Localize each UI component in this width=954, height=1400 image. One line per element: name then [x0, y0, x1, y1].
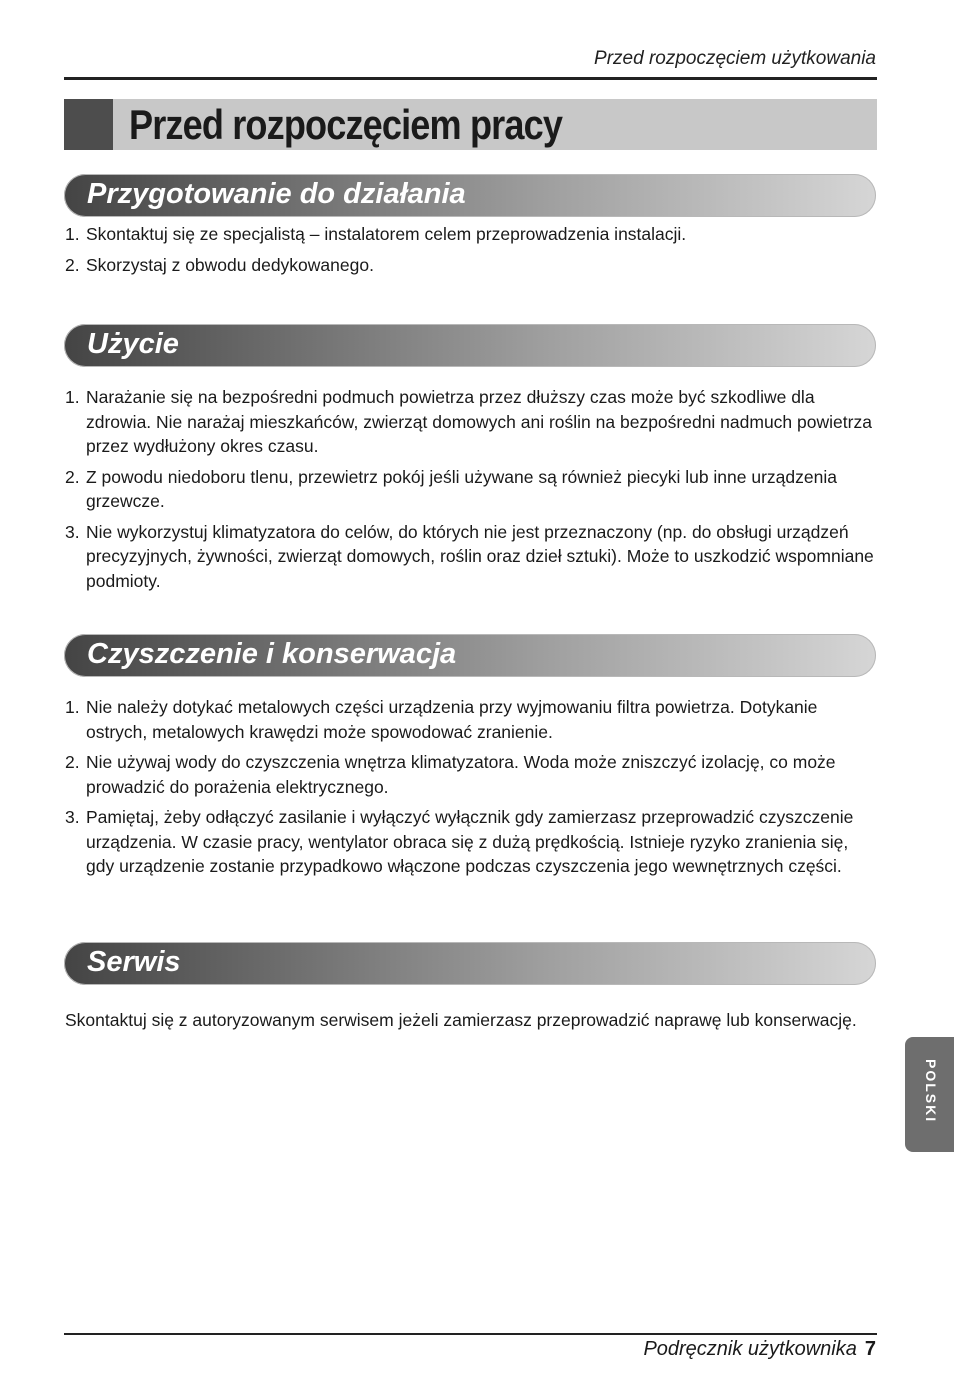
item-number: 1.	[65, 224, 80, 244]
title-accent-block	[64, 99, 113, 150]
list-item	[65, 222, 877, 247]
item-number: 3.	[65, 521, 80, 542]
list-item	[65, 253, 877, 278]
section-heading-bar	[64, 634, 876, 677]
numbered-list	[65, 385, 877, 599]
numbered-list	[65, 222, 877, 283]
list-item	[65, 385, 877, 459]
running-header: Przed rozpoczęciem użytkowania	[594, 48, 876, 69]
item-text: Nie używaj wody do czyszczenia wnętrza klimatyzatora. Woda może zniszczyć izolację, co może prowadzić do porażenia elektrycznego.	[86, 752, 836, 797]
section-heading-bar	[64, 942, 876, 985]
item-number: 2.	[65, 254, 80, 275]
title-bar	[64, 99, 877, 150]
list-item	[65, 695, 877, 744]
section-heading: Użycie	[87, 328, 179, 360]
section-heading: Czyszczenie i konserwacja	[87, 638, 457, 670]
list-item	[65, 520, 877, 594]
numbered-list	[65, 695, 877, 885]
list-item	[65, 750, 877, 799]
page-number: 7	[864, 1338, 876, 1360]
item-text: Narażanie się na bezpośredni podmuch powietrza przez dłuższy czas może być szkodliwe dla zdrowia. Nie narażaj mieszkańców, zwierząt domowych ani roślin na bezpośredni nadmuch powietrza przez wydłużony okres czasu.	[86, 387, 872, 456]
item-number: 3.	[65, 807, 80, 827]
section-heading-bar	[64, 324, 876, 367]
footer-rule	[64, 1333, 877, 1335]
language-tab	[905, 1037, 954, 1152]
list-item	[65, 465, 877, 514]
item-text: Nie należy dotykać metalowych części urządzenia przy wyjmowaniu filtra powietrza. Dotykanie ostrych, metalowych krawędzi może spowodować zranienie.	[86, 697, 818, 742]
section-heading: Przygotowanie do działania	[87, 178, 466, 210]
item-text: Z powodu niedoboru tlenu, przewietrz pokój jeśli używane są również piecyki lub inne urządzenia grzewcze.	[86, 466, 837, 511]
item-number: 1.	[65, 387, 80, 407]
item-text: Pamiętaj, żeby odłączyć zasilanie i wyłączyć wyłącznik gdy zamierzasz przeprowadzić czyszczenie urządzenia. W czasie pracy, wentylator obraca się z dużą prędkością. Istnieje ryzyko zranienia się, gdy urządzenie zostanie przypadkowo włączone podczas czyszczenia jego wewnętrznych części.	[86, 807, 854, 876]
item-number: 1.	[65, 697, 80, 717]
item-number: 2.	[65, 466, 80, 487]
language-tab-label: POLSKI	[923, 1059, 939, 1124]
list-item	[65, 805, 877, 879]
footer	[643, 1338, 876, 1361]
page-title: Przed rozpoczęciem pracy	[129, 101, 563, 148]
item-text: Skontaktuj się ze specjalistą – instalatorem celem przeprowadzenia instalacji.	[86, 224, 687, 244]
footer-label: Podręcznik użytkownika	[643, 1338, 857, 1360]
service-paragraph: Skontaktuj się z autoryzowanym serwisem jeżeli zamierzasz przeprowadzić naprawę lub konserwację.	[65, 1010, 857, 1030]
item-number: 2.	[65, 752, 80, 772]
section-heading: Serwis	[87, 946, 181, 978]
section-heading-bar	[64, 174, 876, 217]
header-rule	[64, 77, 877, 80]
item-text: Skorzystaj z obwodu dedykowanego.	[86, 254, 374, 275]
item-text: Nie wykorzystuj klimatyzatora do celów, do których nie jest przeznaczony (np. do obsługi urządzeń precyzyjnych, żywności, zwierząt domowych, roślin oraz dzieł sztuki). Może to uszkodzić wspomniane podmioty.	[86, 521, 874, 591]
